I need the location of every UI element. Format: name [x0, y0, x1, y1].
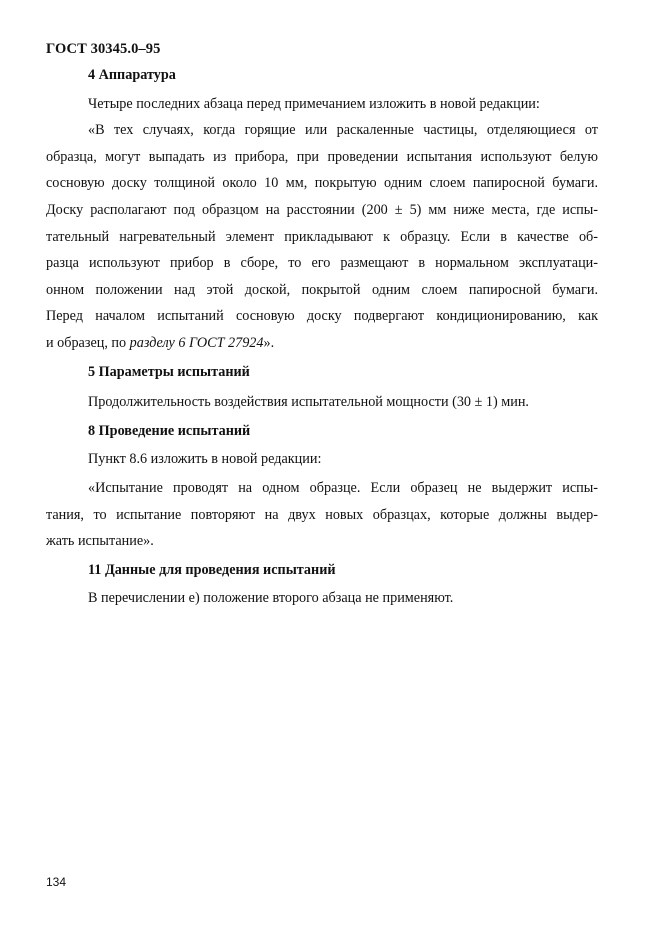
section-4-quote-line: тательный нагревательный элемент прикладывают к образцу. Если в качестве об-: [46, 228, 598, 245]
section-4-quote-line: «В тех случаях, когда горящие или раскаленные частицы, отделяющиеся от: [88, 122, 598, 139]
section-title-8: 8 Проведение испытаний: [88, 422, 251, 439]
section-4-quote-last-line: [46, 330, 598, 357]
page-number: 134: [46, 875, 67, 889]
section-4-quote-line: Доску располагают под образцом на расстоянии (200 ± 5) мм ниже места, где испы-: [46, 201, 598, 218]
section-8-quote: [46, 475, 598, 555]
section-8-intro: Пункт 8.6 изложить в новой редакции:: [88, 451, 322, 468]
standard-reference: разделу 6 ГОСТ 27924: [129, 334, 264, 351]
section-4-intro: Четыре последних абзаца перед примечанием изложить в новой редакции:: [88, 95, 540, 112]
quote-last-suffix: ».: [263, 334, 275, 351]
section-4-quote-line: сосновую доску толщиной около 10 мм, покрытую одним слоем папиросной бумаги.: [46, 175, 598, 192]
section-8-quote-line: жать испытание».: [46, 533, 154, 550]
section-4-quote-line: разца используют прибор в сборе, то его размещают в нормальном эксплуатаци-: [46, 255, 598, 272]
section-title-11: 11 Данные для проведения испытаний: [88, 561, 336, 578]
document-header: ГОСТ 30345.0–95: [46, 41, 161, 57]
section-11-text: В перечислении е) положение второго абзаца не применяют.: [88, 590, 454, 607]
quote-last-prefix: и образец, по: [46, 334, 130, 351]
section-8-quote-line: тания, то испытание повторяют на двух новых образцах, которые должны выдер-: [46, 506, 598, 523]
section-4-quote-line: онном положении над этой доской, покрытой одним слоем папиросной бумаги.: [46, 281, 598, 298]
section-title-5: 5 Параметры испытаний: [88, 363, 250, 380]
section-title-4: 4 Аппаратура: [88, 67, 176, 83]
document-body: [46, 62, 598, 612]
section-4-quote: [46, 117, 598, 356]
section-4-quote-line: Перед началом испытаний сосновую доску подвергают кондиционированию, как: [46, 308, 598, 325]
section-8-quote-line: «Испытание проводят на одном образце. Если образец не выдержит испы-: [88, 479, 598, 496]
section-5-text: Продолжительность воздействия испытательной мощности (30 ± 1) мин.: [88, 394, 529, 411]
section-4-quote-line: образца, могут выпадать из прибора, при проведении испытания используют белую: [46, 148, 598, 165]
